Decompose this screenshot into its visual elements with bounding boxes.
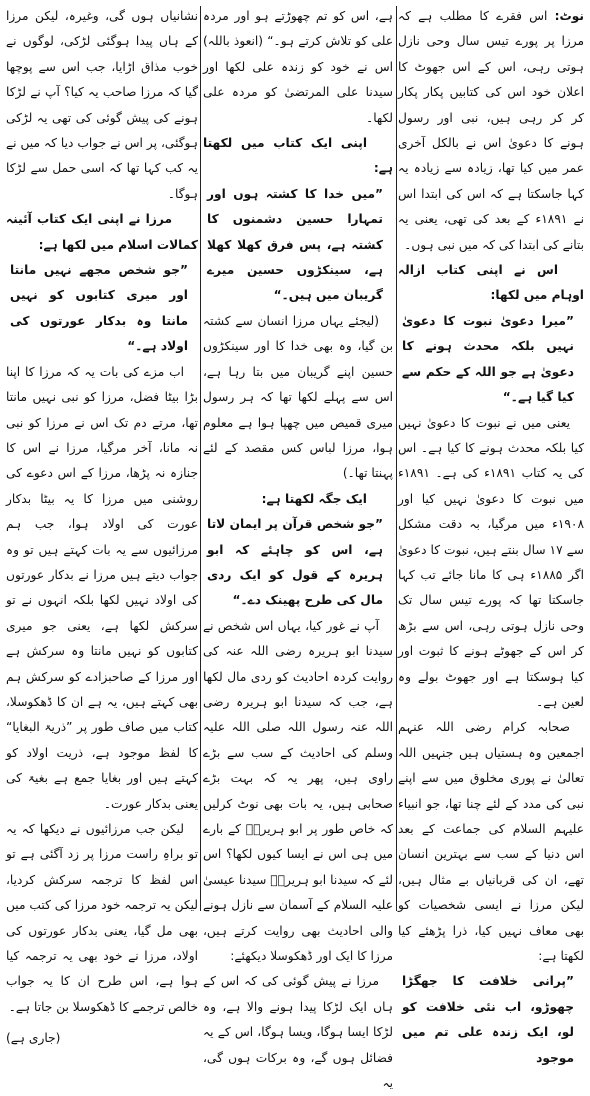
- quote-intro: مرزا نے اپنی ایک کتاب آئینہ کمالات اسلام میں لکھا ہے:: [6, 212, 198, 252]
- paragraph: ہے، اس کو تم چھوڑتے ہو اور مردہ علی کو تلاش کرتے ہو۔“ (انعوذ باللہ) اس نے خود کو زندہ علی لکھا اور سیدنا علی المرتضیٰ کو مردہ علی لکھا۔: [203, 9, 393, 125]
- block-quote: ”جو شخص مجھے نہیں مانتا اور میری کتابوں کو نہیں مانتا وہ بدکار عورتوں کی اولاد ہے۔“: [10, 263, 188, 354]
- right-column: [398, 4, 585, 1065]
- paragraph: اب مزے کی بات یہ کہ مرزا کا اپنا بڑا بیٹا فضل، مرزا کو نبی نہیں مانتا تھا، مرتے دم تک اس نے مرزا کو نبی نہ مانا، آخر مرگیا، مرزا نے اس کا جنازہ نہ پڑھا، مرزا کے اس دعوے کی روشنی میں مرزا کا یہ بیٹا بدکار عورت کی اولاد ہوا، جب ہم مرزائیوں سے یہ بات کہتے ہیں تو وہ جواب دیتے ہیں مرزا نے بدکار عورتوں کی اولاد نہیں لکھا بلکہ انہوں نے تو سرکش لکھا ہے، یعنی جو میری کتابوں کو نہیں مانتا وہ سرکش ہے اور مرزا کے صاحبزادے کو سرکش ہم بھی کہتے ہیں، یہ ہے ان کا ڈھکوسلا، کتاب میں صاف طور پر ”ذریۃ البغایا“ کا لفظ موجود ہے، ذریت اولاد کو کہتے ہیں اور بغایا جمع ہے بغیۃ کی یعنی بدکار عورت۔: [6, 364, 198, 811]
- quote-intro: اس نے اپنی کتاب ازالہ اوہام میں لکھا:: [398, 263, 584, 303]
- paragraph: آپ نے غور کیا، یہاں اس شخص نے سیدنا ابو ہریرہ رضی اللہ عنہ کی روایت کردہ احادیث کو ردی مال لکھا ہے، جب کہ سیدنا ابو ہریرہ رضی اللہ عنہ رسول اللہ صلی اللہ علیہ وسلم کی احادیث کے سب سے بڑے راوی ہیں، پھر یہ کہ بہت بڑے صحابی ہیں، یہ بات بھی نوٹ کرلیں کہ خاص طور پر ابو ہریرہؓ کے بارے میں ہی اس نے ایسا کیوں لکھا؟ اس لئے کہ سیدنا ابو ہریرہؓ سیدنا عیسیٰ علیہ السلام کے آسمان سے نازل ہونے والی احادیث بھی روایت کرتے ہیں، مرزا کا ایک اور ڈھکوسلا دیکھئے:: [203, 618, 393, 964]
- note-lead: نوٹ:: [554, 9, 585, 23]
- column-divider: [396, 6, 397, 911]
- paragraph-text: اس فقرے کا مطلب ہے کہ مرزا پر پورے تیس سال وحی نازل ہوتی رہی، اس کے اس جھوٹ کا اعلان خود اس کی کتابیں پکار پکار کر کر رہی ہیں، نبی اور رسول ہونے کا دعویٰ اس نے بالکل آخری عمر میں کیا تھا، زیادہ سے زیادہ یہ کہا جاسکتا ہے کہ اس کی ابتدا اس نے ۱۸۹۱ء کے بعد کی تھی، یعنی یہ بتانے کی ابتدا کی کہ میں نبی ہوں۔: [398, 9, 584, 252]
- paragraph: مرزا نے پیش گوئی کی کہ اس کے ہاں ایک لڑکا پیدا ہونے والا ہے، وہ لڑکا ایسا ہوگا، ویسا ہوگا، اس کے یہ فضائل ہوں گے، وہ برکات ہوں گی، یہ: [203, 974, 393, 1091]
- paragraph: [398, 4, 584, 258]
- left-column: [6, 4, 198, 1046]
- column-divider: [200, 6, 201, 911]
- paragraph: یعنی میں نے نبوت کا دعویٰ نہیں کیا بلکہ محدث ہونے کا کیا ہے۔ اس کی یہ کتاب ۱۸۹۱ء کی ہے۔ ۱۸۹۱ء میں نبوت کا دعویٰ نہیں کیا اور ۱۹۰۸ء میں مرگیا، بہ دقت مشکل سے ۱۷ سال بنتے ہیں، نبوت کا دعویٰ اگر ۱۸۸۵ء ہی کا مانا جائے تب کہا جاسکتا تھا کہ پورے تیس سال تک وحی نازل ہوتی رہی، اس سے بڑھ کر اس کے جھوٹے ہونے کا ثبوت اور کیا ہوسکتا ہے اور جھوٹ بولے وہ لعین ہے۔: [398, 415, 584, 709]
- paragraph: نشانیاں ہوں گی، وغیرہ، لیکن مرزا کے ہاں پیدا ہوگئی لڑکی، لوگوں نے خوب مذاق اڑایا، جب اس سے پوچھا گیا کہ مرزا صاحب یہ کیا؟ آپ نے لڑکا ہونے کی پیش گوئی کی تھی یہ لڑکی ہوگئی، پر اس نے جواب دیا کہ میں نے یہ کب کہا تھا کہ اسی حمل سے لڑکا ہوگا۔: [6, 9, 198, 201]
- paragraph: لیکن جب مرزائیوں نے دیکھا کہ یہ تو براہِ راست مرزا پر زد آگئی ہے تو اس لفظ کا ترجمہ سرکش کردیا، لیکن یہ ترجمہ خود مرزا کی کتب میں بھی مل گیا، یعنی بدکار عورتوں کی اولاد، مرزا نے خود بھی یہ ترجمہ کیا ہوا ہے، اس طرح ان کا یہ جواب خالص ترجمے کا ڈھکوسلا بن جاتا ہے۔: [6, 822, 198, 1014]
- quote-intro: اپنی ایک کتاب میں لکھتا ہے:: [203, 136, 393, 176]
- paragraph: صحابہ کرام رضی اللہ عنہم اجمعین وہ ہستیاں ہیں جنہیں اللہ تعالیٰ نے پوری مخلوق میں سے اپنے نبی کی مدد کے لئے چنا تھا، جو انبیاء علیہم السلام کی جماعت کے بعد اس دنیا کے سب سے بہترین انسان تھے، ان کی قربانیاں بے مثال ہیں، لیکن مرزا نے ایسی شخصیات کو بھی معاف نہیں کیا، ذرا پڑھئے کیا لکھتا ہے:: [398, 720, 584, 964]
- block-quote: ”میرا دعویٰ نبوت کا دعویٰ نہیں بلکہ محدث ہونے کا دعویٰ ہے جو اللہ کے حکم سے کیا گیا ہے۔“: [402, 313, 574, 405]
- middle-column: [203, 4, 393, 1091]
- block-quote: ”جو شخص قرآن پر ایمان لاتا ہے، اس کو چاہئے کہ ابو ہریرہ کے قول کو ایک ردی مال کی طرح پھینک دے۔“: [207, 517, 383, 608]
- block-quote: ”پرانی خلافت کا جھگڑا چھوڑو، اب نئی خلافت کو لو، ایک زندہ علی تم میں موجود: [402, 974, 574, 1065]
- block-quote: ”میں خدا کا کشتہ ہوں اور تمہارا حسین دشمنوں کا کشتہ ہے، پس فرق کھلا کھلا ہے، سینکڑوں حسین میرے گریبان میں ہیں۔“: [207, 186, 383, 303]
- quote-intro: ایک جگہ لکھتا ہے:: [261, 491, 367, 506]
- paragraph: (لیجئے یہاں مرزا انسان سے کشتہ بن گیا، وہ بھی خدا کا اور سینکڑوں حسین اپنے گریبان میں بتا رہا ہے، اس سے پہلے لکھا تھا کہ ہر رسول میری قمیص میں چھپا ہوا ہے معلوم ہوا، مرزا لباس کس مقصد کے لئے پہنتا تھا۔): [203, 313, 393, 481]
- to-be-continued: (جاری ہے): [6, 1031, 61, 1046]
